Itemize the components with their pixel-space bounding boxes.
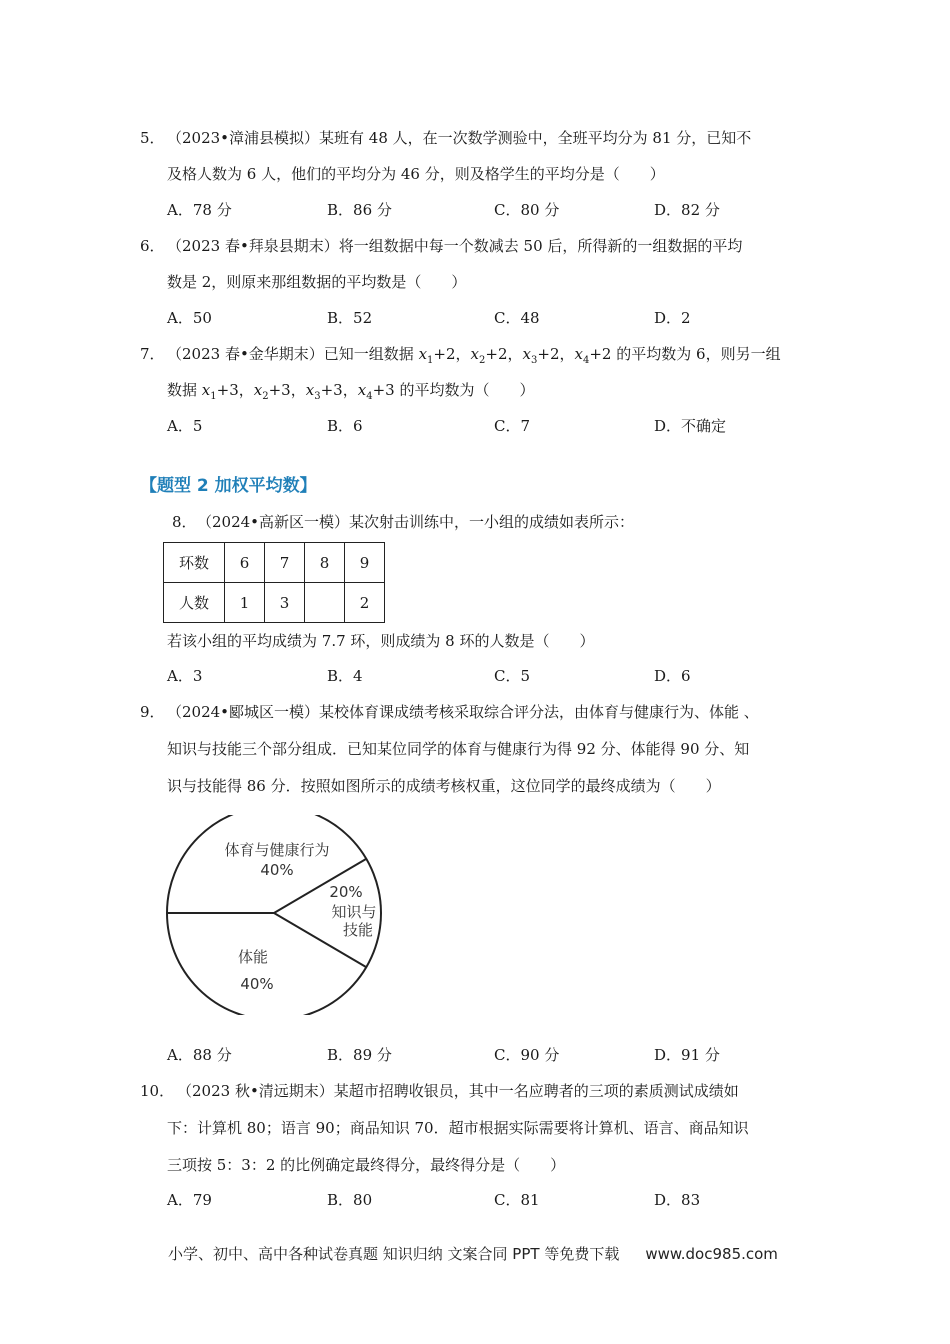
score-table <box>163 542 385 623</box>
pie-label-knowledge-line-2: 技能 <box>342 921 374 939</box>
question-9-line-3: 识与技能得 86 分．按照如图所示的成绩考核权重，这位同学的最终成绩为（ ） <box>167 777 721 795</box>
question-8-option-a: A．3 <box>167 667 203 685</box>
table-cell: 6 <box>225 543 265 583</box>
question-6-line-1: （2023 春•拜泉县期末）将一组数据中每一个数减去 50 后，所得新的一组数据的平均 <box>167 237 743 255</box>
question-5-line-2: 及格人数为 6 人，他们的平均分为 46 分，则及格学生的平均分是（ ） <box>167 165 665 183</box>
section-heading: 【题型 2 加权平均数】 <box>140 476 317 496</box>
question-9-number: 9． <box>140 703 165 721</box>
weight-pie-chart <box>160 815 390 1015</box>
footer-url[interactable]: www.doc985.com <box>645 1245 778 1263</box>
table-cell: 2 <box>345 583 385 623</box>
math-expression-x-plus-2: $x_1+2$，$x_2+2$，$x_3+2$，$x_4+2$ <box>418 345 612 366</box>
table-row <box>164 543 385 583</box>
table-cell: 3 <box>265 583 305 623</box>
question-7-option-b: B．6 <box>327 417 363 435</box>
question-9-option-c: C．90 分 <box>494 1046 560 1064</box>
question-9-option-b: B．89 分 <box>327 1046 392 1064</box>
question-7-option-d: D．不确定 <box>654 417 727 435</box>
question-6-option-a: A．50 <box>167 309 212 327</box>
question-9-option-d: D．91 分 <box>654 1046 720 1064</box>
pie-percent-health: 40% <box>260 861 294 879</box>
pie-label-fitness: 体能 <box>237 948 269 966</box>
question-6-number: 6． <box>140 237 165 255</box>
question-8-number: 8． <box>172 513 197 531</box>
question-6-line-2: 数是 2，则原来那组数据的平均数是（ ） <box>167 273 467 291</box>
question-5-option-b: B．86 分 <box>327 201 392 219</box>
question-10-line-1: （2023 秋•清远期末）某超市招聘收银员，其中一名应聘者的三项的素质测试成绩如 <box>177 1082 739 1100</box>
footer <box>168 1244 778 1264</box>
question-10-option-c: C．81 <box>494 1191 540 1209</box>
pie-percent-fitness: 40% <box>240 975 274 993</box>
question-7-line-2-suffix: 的平均数为（ ） <box>394 381 535 399</box>
question-6-option-b: B．52 <box>327 309 373 327</box>
question-5-number: 5． <box>140 129 165 147</box>
table-row <box>164 583 385 623</box>
question-8-line-1: （2024•高新区一模）某次射击训练中，一小组的成绩如表所示： <box>197 513 635 531</box>
math-expression-x-plus-3: $x_1+3$，$x_2+3$，$x_3+3$，$x_4+3$ <box>201 381 395 402</box>
table-cell: 环数 <box>164 543 225 583</box>
question-9-line-1: （2024•郾城区一模）某校体育课成绩考核采取综合评分法，由体育与健康行为、体能 、 <box>167 703 759 721</box>
question-10-option-d: D．83 <box>654 1191 701 1209</box>
question-7-option-c: C．7 <box>494 417 531 435</box>
question-7-line-1 <box>167 344 781 371</box>
question-6-option-d: D．2 <box>654 309 691 327</box>
table-cell: 9 <box>345 543 385 583</box>
pie-label-knowledge-line-1: 知识与 <box>331 903 377 921</box>
question-5-option-d: D．82 分 <box>654 201 720 219</box>
question-5-line-1: （2023•漳浦县模拟）某班有 48 人，在一次数学测验中，全班平均分为 81 分，已知不 <box>167 129 752 147</box>
question-10-line-3: 三项按 5：3：2 的比例确定最终得分，最终得分是（ ） <box>167 1156 566 1174</box>
question-10-line-2: 下：计算机 80；语言 90；商品知识 70．超市根据实际需要将计算机、语言、商品知识 <box>167 1119 749 1137</box>
question-8-line-2: 若该小组的平均成绩为 7.7 环，则成绩为 8 环的人数是（ ） <box>167 632 595 650</box>
question-6-option-c: C．48 <box>494 309 540 327</box>
question-5-option-c: C．80 分 <box>494 201 560 219</box>
question-10-number: 10． <box>140 1082 175 1100</box>
question-7-number: 7． <box>140 345 165 363</box>
question-7-option-a: A．5 <box>167 417 203 435</box>
pie-label-health: 体育与健康行为 <box>224 841 330 859</box>
question-7-line-2 <box>167 380 534 407</box>
table-cell: 8 <box>305 543 345 583</box>
pie-percent-knowledge: 20% <box>329 883 363 901</box>
question-8-option-c: C．5 <box>494 667 531 685</box>
table-cell: 1 <box>225 583 265 623</box>
question-8-option-d: D．6 <box>654 667 691 685</box>
question-7-line-1-prefix: （2023 春•金华期末）已知一组数据 <box>167 345 419 363</box>
footer-text: 小学、初中、高中各种试卷真题 知识归纳 文案合同 PPT 等免费下载 <box>168 1245 620 1263</box>
table-cell: 人数 <box>164 583 225 623</box>
question-8-option-b: B．4 <box>327 667 363 685</box>
question-5-option-a: A．78 分 <box>167 201 232 219</box>
question-9-line-2: 知识与技能三个部分组成．已知某位同学的体育与健康行为得 92 分、体能得 90 分、知 <box>167 740 750 758</box>
table-cell: 7 <box>265 543 305 583</box>
question-10-option-a: A．79 <box>167 1191 212 1209</box>
question-9-option-a: A．88 分 <box>167 1046 232 1064</box>
question-7-line-1-suffix: 的平均数为 6，则另一组 <box>611 345 781 363</box>
question-10-option-b: B．80 <box>327 1191 373 1209</box>
table-cell <box>305 583 345 623</box>
question-7-line-2-prefix: 数据 <box>167 381 202 399</box>
